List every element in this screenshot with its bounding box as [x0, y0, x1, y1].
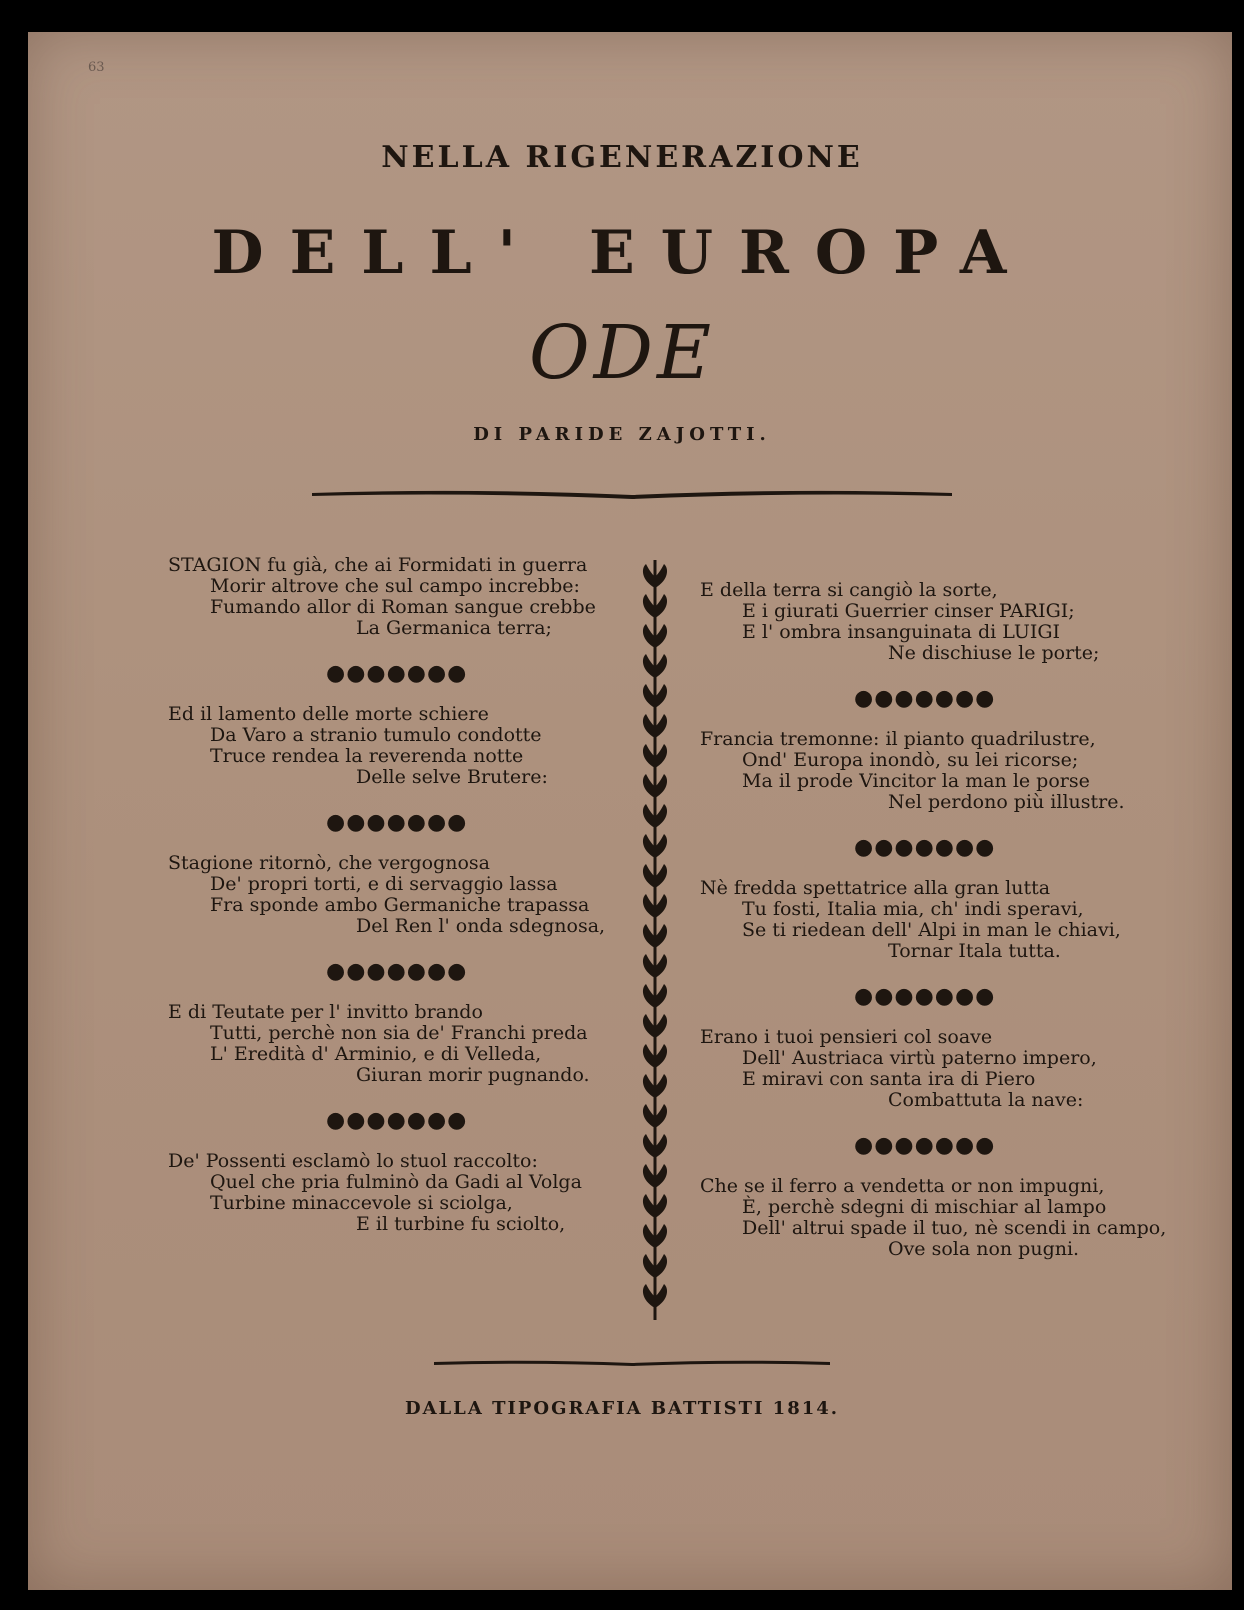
verse-line: Francia tremonne: il pianto quadrilustre, — [700, 728, 1096, 750]
verse-line: Morir altrove che sul campo increbbe: — [210, 575, 580, 597]
vine-ornament-icon — [637, 560, 673, 1320]
bottom-swell-rule — [432, 1356, 832, 1370]
verse-line: Fumando allor di Roman sangue crebbe — [210, 596, 596, 618]
ornament-divider: ●●●●●●● — [854, 1133, 996, 1158]
verse-line: Fra sponde ambo Germaniche trapassa — [210, 894, 590, 916]
title-line-1: NELLA RIGENERAZIONE — [381, 140, 863, 175]
verse-line: Nè fredda spettatrice alla gran lutta — [700, 877, 1051, 899]
verse-line: E i giurati Guerrier cinser PARIGI; — [742, 600, 1075, 622]
verse-line: Ond' Europa inondò, su lei ricorse; — [742, 749, 1079, 771]
stanza — [700, 1175, 1167, 1260]
verse-line: E l' ombra insanguinata di LUIGI — [742, 621, 1061, 643]
verse-line: E il turbine fu sciolto, — [356, 1213, 566, 1235]
verse-line: Turbine minaccevole si sciolga, — [210, 1192, 513, 1214]
stanza — [700, 878, 1120, 962]
verse-line: È, perchè sdegni di mischiar al lampo — [742, 1196, 1107, 1218]
stanza — [168, 1002, 618, 1086]
stanza — [700, 580, 1120, 664]
verse-line: Tutti, perchè non sia de' Franchi preda — [210, 1022, 588, 1044]
ornament-divider: ●●●●●●● — [326, 959, 468, 984]
title-ode: ODE — [528, 310, 715, 396]
verse-line: L' Eredità d' Arminio, e di Velleda, — [210, 1043, 542, 1065]
verse-line: Dell' Austriaca virtù paterno impero, — [742, 1047, 1097, 1069]
title-line-2: DELL' EUROPA — [211, 218, 1033, 288]
ornament-divider: ●●●●●●● — [854, 984, 996, 1009]
stanza — [700, 728, 1125, 813]
ornament-divider: ●●●●●●● — [854, 686, 996, 711]
pencil-note: 63 — [88, 60, 105, 75]
verse-line: STAGION fu già, che ai Formidati in guerra — [168, 554, 588, 576]
author-line: DI PARIDE ZAJOTTI. — [473, 424, 771, 445]
verse-line: E di Teutate per l' invitto brando — [168, 1001, 483, 1023]
top-swell-rule — [310, 486, 954, 504]
stanza — [168, 853, 618, 937]
verse-line: E miravi con santa ira di Piero — [742, 1068, 1036, 1090]
ornament-divider: ●●●●●●● — [326, 810, 468, 835]
ornament-divider: ●●●●●●● — [326, 661, 468, 686]
verse-line: Da Varo a stranio tumulo condotte — [210, 724, 542, 746]
right-column — [700, 579, 1167, 1260]
verse-line: La Germanica terra; — [356, 617, 552, 639]
printer-imprint: DALLA TIPOGRAFIA BATTISTI 1814. — [404, 1398, 840, 1419]
left-column — [168, 555, 618, 1235]
verse-line: Tornar Itala tutta. — [888, 940, 1061, 962]
verse-line: Giuran morir pugnando. — [356, 1064, 590, 1086]
verse-line: Quel che pria fulminò da Gadi al Volga — [210, 1171, 582, 1193]
stanza — [168, 704, 618, 788]
verse-line: Dell' altrui spade il tuo, nè scendi in campo, — [742, 1217, 1167, 1239]
verse-line: De' Possenti esclamò lo stuol raccolto: — [168, 1150, 538, 1172]
verse-line: Tu fosti, Italia mia, ch' indi speravi, — [742, 898, 1084, 920]
verse-line: Ne dischiuse le porte; — [888, 642, 1100, 664]
verse-line: Delle selve Brutere: — [356, 766, 548, 788]
verse-line: Ove sola non pugni. — [888, 1238, 1080, 1260]
verse-line: Che se il ferro a vendetta or non impugni, — [700, 1175, 1105, 1197]
verse-line: Ed il lamento delle morte schiere — [168, 703, 489, 725]
verse-line: Stagione ritornò, che vergognosa — [168, 852, 490, 874]
stanza — [168, 1151, 618, 1235]
verse-line: E della terra si cangiò la sorte, — [700, 579, 998, 601]
verse-line: Se ti riedean dell' Alpi in man le chiavi, — [742, 919, 1121, 941]
verse-line: Ma il prode Vincitor la man le porse — [742, 770, 1090, 792]
verse-line: Truce rendea la reverenda notte — [210, 745, 524, 767]
stanza — [700, 1027, 1120, 1111]
verse-line: Nel perdono più illustre. — [888, 791, 1125, 813]
verse-line: Erano i tuoi pensieri col soave — [700, 1026, 993, 1048]
ornament-divider: ●●●●●●● — [326, 1108, 468, 1133]
stanza — [168, 555, 618, 639]
verse-line: De' propri torti, e di servaggio lassa — [210, 873, 558, 895]
ornament-divider: ●●●●●●● — [854, 835, 996, 860]
verse-line: Del Ren l' onda sdegnosa, — [356, 915, 606, 937]
verse-line: Combattuta la nave: — [888, 1089, 1084, 1111]
